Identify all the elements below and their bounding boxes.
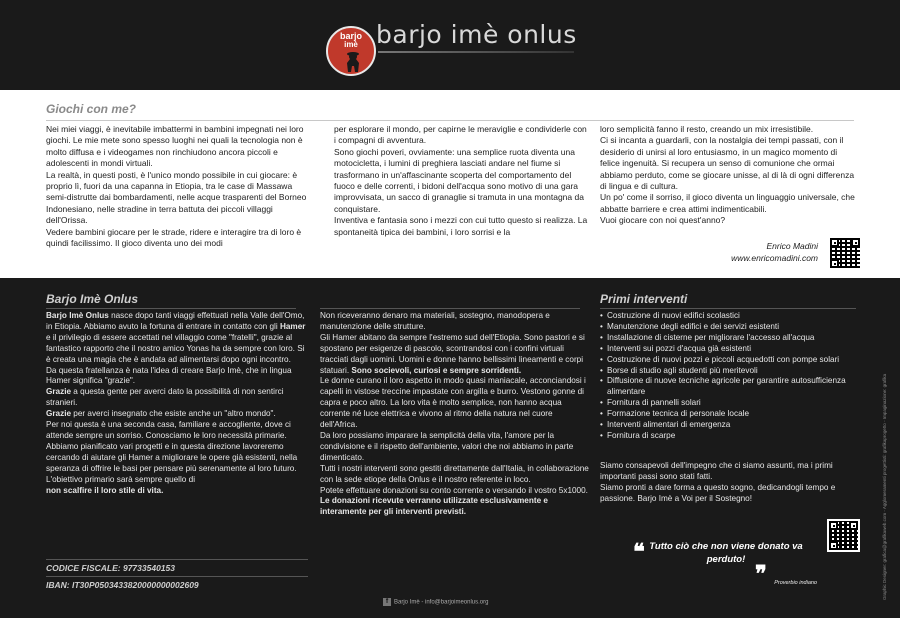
list-item: • Diffusione di nuove tecniche agricole per garantire autosufficienza alimentare (600, 376, 856, 398)
fiscal-code: CODICE FISCALE: 97733540153 (46, 559, 308, 576)
bold-text: Hamer (279, 321, 306, 331)
intro-title: Giochi con me? (46, 102, 137, 116)
closing-text (600, 461, 856, 505)
association-section (0, 278, 900, 618)
text: per averci insegnato che esiste anche un "altro mondo". (71, 409, 276, 419)
association-column-1 (46, 311, 308, 496)
paragraph: Da questa fratellanza è nata l'idea di creare Barjo Imè, che in lingua Hamer significa "grazie". (46, 365, 292, 386)
paragraph: Non riceveranno denaro ma materiali, sostegno, manodopera e manutenzione delle strutture. (320, 311, 550, 331)
text: Gli Hamer abitano da sempre l'estremo sud dell'Etiopia. Sono pastori e si spostano per esigenze di pascolo, scontrandosi con i confini virtuali tracciati dagli uomini. Uomini e donne hanno bellissimi lineamenti e corpi statuari. (320, 332, 585, 375)
paragraph: Vedere bambini giocare per le strade, ridere e interagire tra di loro è quindi facilissimo. Il gioco diventa uno dei modi (46, 226, 302, 249)
footer (383, 598, 488, 606)
donation-info (46, 559, 308, 593)
bold-text: Grazie (46, 387, 72, 397)
logo-text-2: imè (344, 40, 358, 49)
list-item: • Fornitura di pannelli solari (600, 398, 856, 409)
list-item: • Fornitura di scarpe (600, 431, 856, 442)
bold-text: Barjo Imè Onlus (46, 311, 109, 320)
logo (326, 26, 376, 76)
text: nasce dopo tanti viaggi effettuati nella Valle dell'Omo, in Etiopia. Abbiamo avuto la fortuna di entrare in contatto con gli (46, 311, 305, 331)
brand-underline (378, 51, 574, 53)
bold-text: Le donazioni ricevute verranno utilizzate esclusivamente e interamente per gli interventi previsti. (320, 496, 548, 517)
vertical-credit (870, 373, 900, 600)
list-item: • Costruzione di nuovi edifici scolastici (600, 311, 856, 322)
text: e il privilegio di essere accettati nel villaggio come "fratelli", grazie al fantastico rapporto che il nostro amico Yonas ha da sempre con loro. Si è creata una magia che è andata ad alimentarsi dopo ogni incontro. (46, 332, 305, 364)
quote-open-icon: ❝ (633, 539, 645, 565)
qr-code-icon[interactable] (827, 519, 860, 552)
author-name: Enrico Madini (766, 241, 818, 251)
interventions-title: Primi interventi (600, 292, 688, 306)
paragraph: Ci si incanta a guardarli, con la nostalgia dei tempi passati, con il desiderio di unirsi al loro entusiasmo, in un magico momento di felice ingenuità. Si recupera un senso di comunione che ormai abbiamo perduto, come se giocare unisse, al di là di ogni differenza di lingua e di cultura. (600, 135, 855, 192)
paragraph: La realtà, in questi posti, è l'unico mondo possibile in cui giocare: è proprio lì, fuori da una capanna in Etiopia, tra le case di Massawa semi-distrutte dai bombardamenti, nelle acque trasparenti del Borneo Indonesiano, nelle stradine in terra battuta dei piccoli villaggi dell'Orissa. (46, 169, 307, 226)
association-column-2 (320, 311, 590, 518)
list-item: • Costruzione di nuovi pozzi e piccoli acquedotti con pompe solari (600, 355, 856, 366)
tribal-figure-icon (338, 50, 368, 74)
footer-contact[interactable]: Barjo Imè - info@barjoimeonlus.org (394, 599, 489, 606)
intro-column-1 (46, 124, 310, 249)
qr-code-icon[interactable] (830, 238, 860, 268)
author-website[interactable]: www.enricomadini.com (731, 253, 818, 263)
paragraph (320, 486, 590, 519)
header (0, 0, 900, 90)
middle-divider (320, 308, 580, 309)
list-item: • Manutenzione degli edifici e dei servizi esistenti (600, 322, 856, 333)
proverb-source: Proverbio indiano (774, 580, 817, 586)
brand-title: barjo imè onlus (376, 20, 577, 49)
association-divider (46, 308, 296, 309)
interventions-list (600, 311, 856, 442)
signature (700, 240, 818, 264)
bold-text: non scalfire il loro stile di vita. (46, 485, 164, 495)
association-title: Barjo Imè Onlus (46, 292, 139, 306)
paragraph: Le donne curano il loro aspetto in modo quasi maniacale, acconciandosi i capelli in vistose treccine impastate con argilla e burro. Vestono gonne di capra e poco altro. La loro vita è molto semplice, non hanno acqua corrente né luce elettrica e vivono al ritmo della natura nel cuore dell'Africa. (320, 376, 586, 430)
text: a questa gente per averci dato la possibilità di non sentirci stranieri. (46, 387, 284, 408)
bold-text: Sono socievoli, curiosi e sempre sorridenti. (351, 365, 522, 375)
paragraph: L'obiettivo primario sarà sempre quello di (46, 474, 196, 484)
paragraph: Sono giochi poveri, ovviamente: una semplice ruota diventa una motocicletta, i lumini di preghiera lasciati andare nel fiume si trasformano in un'affascinante scoperta del comportamento del fuoco e delle correnti, i bidoni dell'acqua sono motivo di una gara improvvisata, un sacco di granaglie si tramuta in una montagna da conquistare. (334, 146, 584, 214)
list-item: • Interventi alimentari di emergenza (600, 420, 856, 431)
credit-text: Graphic Designer: grafica@grafikaweb.com - Agglomeramenti progettisti: grafikaprogetto - Impaginazione: grafika (882, 373, 887, 600)
paragraph: Tutti i nostri interventi sono gestiti direttamente dall'Italia, in collaborazione con la sede etiope della Onlus e il nostro referente in loco. (320, 463, 589, 484)
paragraph: Siamo pronti a dare forma a questo sogno, dedicandogli tempo e passione. Barjo Imè a Voi per il Sostegno! (600, 482, 836, 503)
intro-section (0, 90, 900, 278)
paragraph (46, 409, 308, 420)
list-item: • Borse di studio agli studenti più meritevoli (600, 366, 856, 377)
text: Potete effettuare donazioni su conto corrente o versando il vostro 5x1000. (320, 485, 588, 495)
paragraph: Vuoi giocare con noi quest'anno? (600, 215, 726, 226)
list-item: • Formazione tecnica di personale locale (600, 409, 856, 420)
bold-text: Grazie (46, 409, 72, 419)
quote-close-icon: ❞ (755, 561, 767, 587)
paragraph (46, 486, 308, 497)
list-item: • Interventi sui pozzi d'acqua già esistenti (600, 344, 856, 355)
logo-text-1: barjo (339, 31, 362, 41)
paragraph: Inventiva e fantasia sono i mezzi con cui tutto questo si realizza. La spontaneità tipica dei bambini, i loro sorrisi e la (334, 215, 588, 237)
paragraph: Un po' come il sorriso, il gioco diventa un linguaggio universale, che abbatte barriere e crea attimi indimenticabili. (600, 192, 855, 214)
iban: IBAN: IT30P0503433820000000002609 (46, 576, 308, 593)
intro-column-2 (334, 124, 588, 238)
paragraph (320, 333, 590, 377)
paragraph: Nei miei viaggi, è inevitabile imbattermi in bambini impegnati nei loro giochi. Le mie mete sono spesso luoghi nei quali la tecnologia non è molto diffusa e i videogames non rinchiudono ancora piccoli e adolescenti in mondi virtuali. (46, 124, 304, 169)
paragraph: per esplorare il mondo, per capirne le meraviglie e condividerle con i compagni di avventura. (334, 124, 587, 146)
paragraph: loro semplicità fanno il resto, creando un mix irresistibile. (600, 124, 814, 134)
paragraph: Da loro possiamo imparare la semplicità della vita, l'amore per la condivisione e il rispetto dell'ambiente, valori che noi abbiamo in parte dimenticato. (320, 430, 574, 462)
quote-text: Tutto ciò che non viene donato va perduto! (649, 541, 803, 565)
intro-divider (46, 120, 854, 121)
interventions-divider (600, 308, 856, 309)
list-item: • Installazione di cisterne per migliorare l'accesso all'acqua (600, 333, 856, 344)
paragraph (46, 311, 308, 366)
facebook-icon[interactable]: f (383, 598, 391, 606)
intro-column-3 (600, 124, 856, 227)
paragraph: Per noi questa è una seconda casa, familiare e accogliente, dove ci attende sempre un sorriso. Conosciamo le loro necessità primarie. Abbiamo pianificato vari progetti e in questa direzione lavoreremo cercando di aiutare gli Hamer a migliorare le opere già esistenti, nella speranza di offrire le basi per pensare più serenamente al loro futuro. (46, 420, 298, 473)
paragraph (46, 387, 308, 409)
paragraph: Siamo consapevoli dell'impegno che ci siamo assunti, ma i primi importanti passi sono stati fatti. (600, 461, 833, 481)
